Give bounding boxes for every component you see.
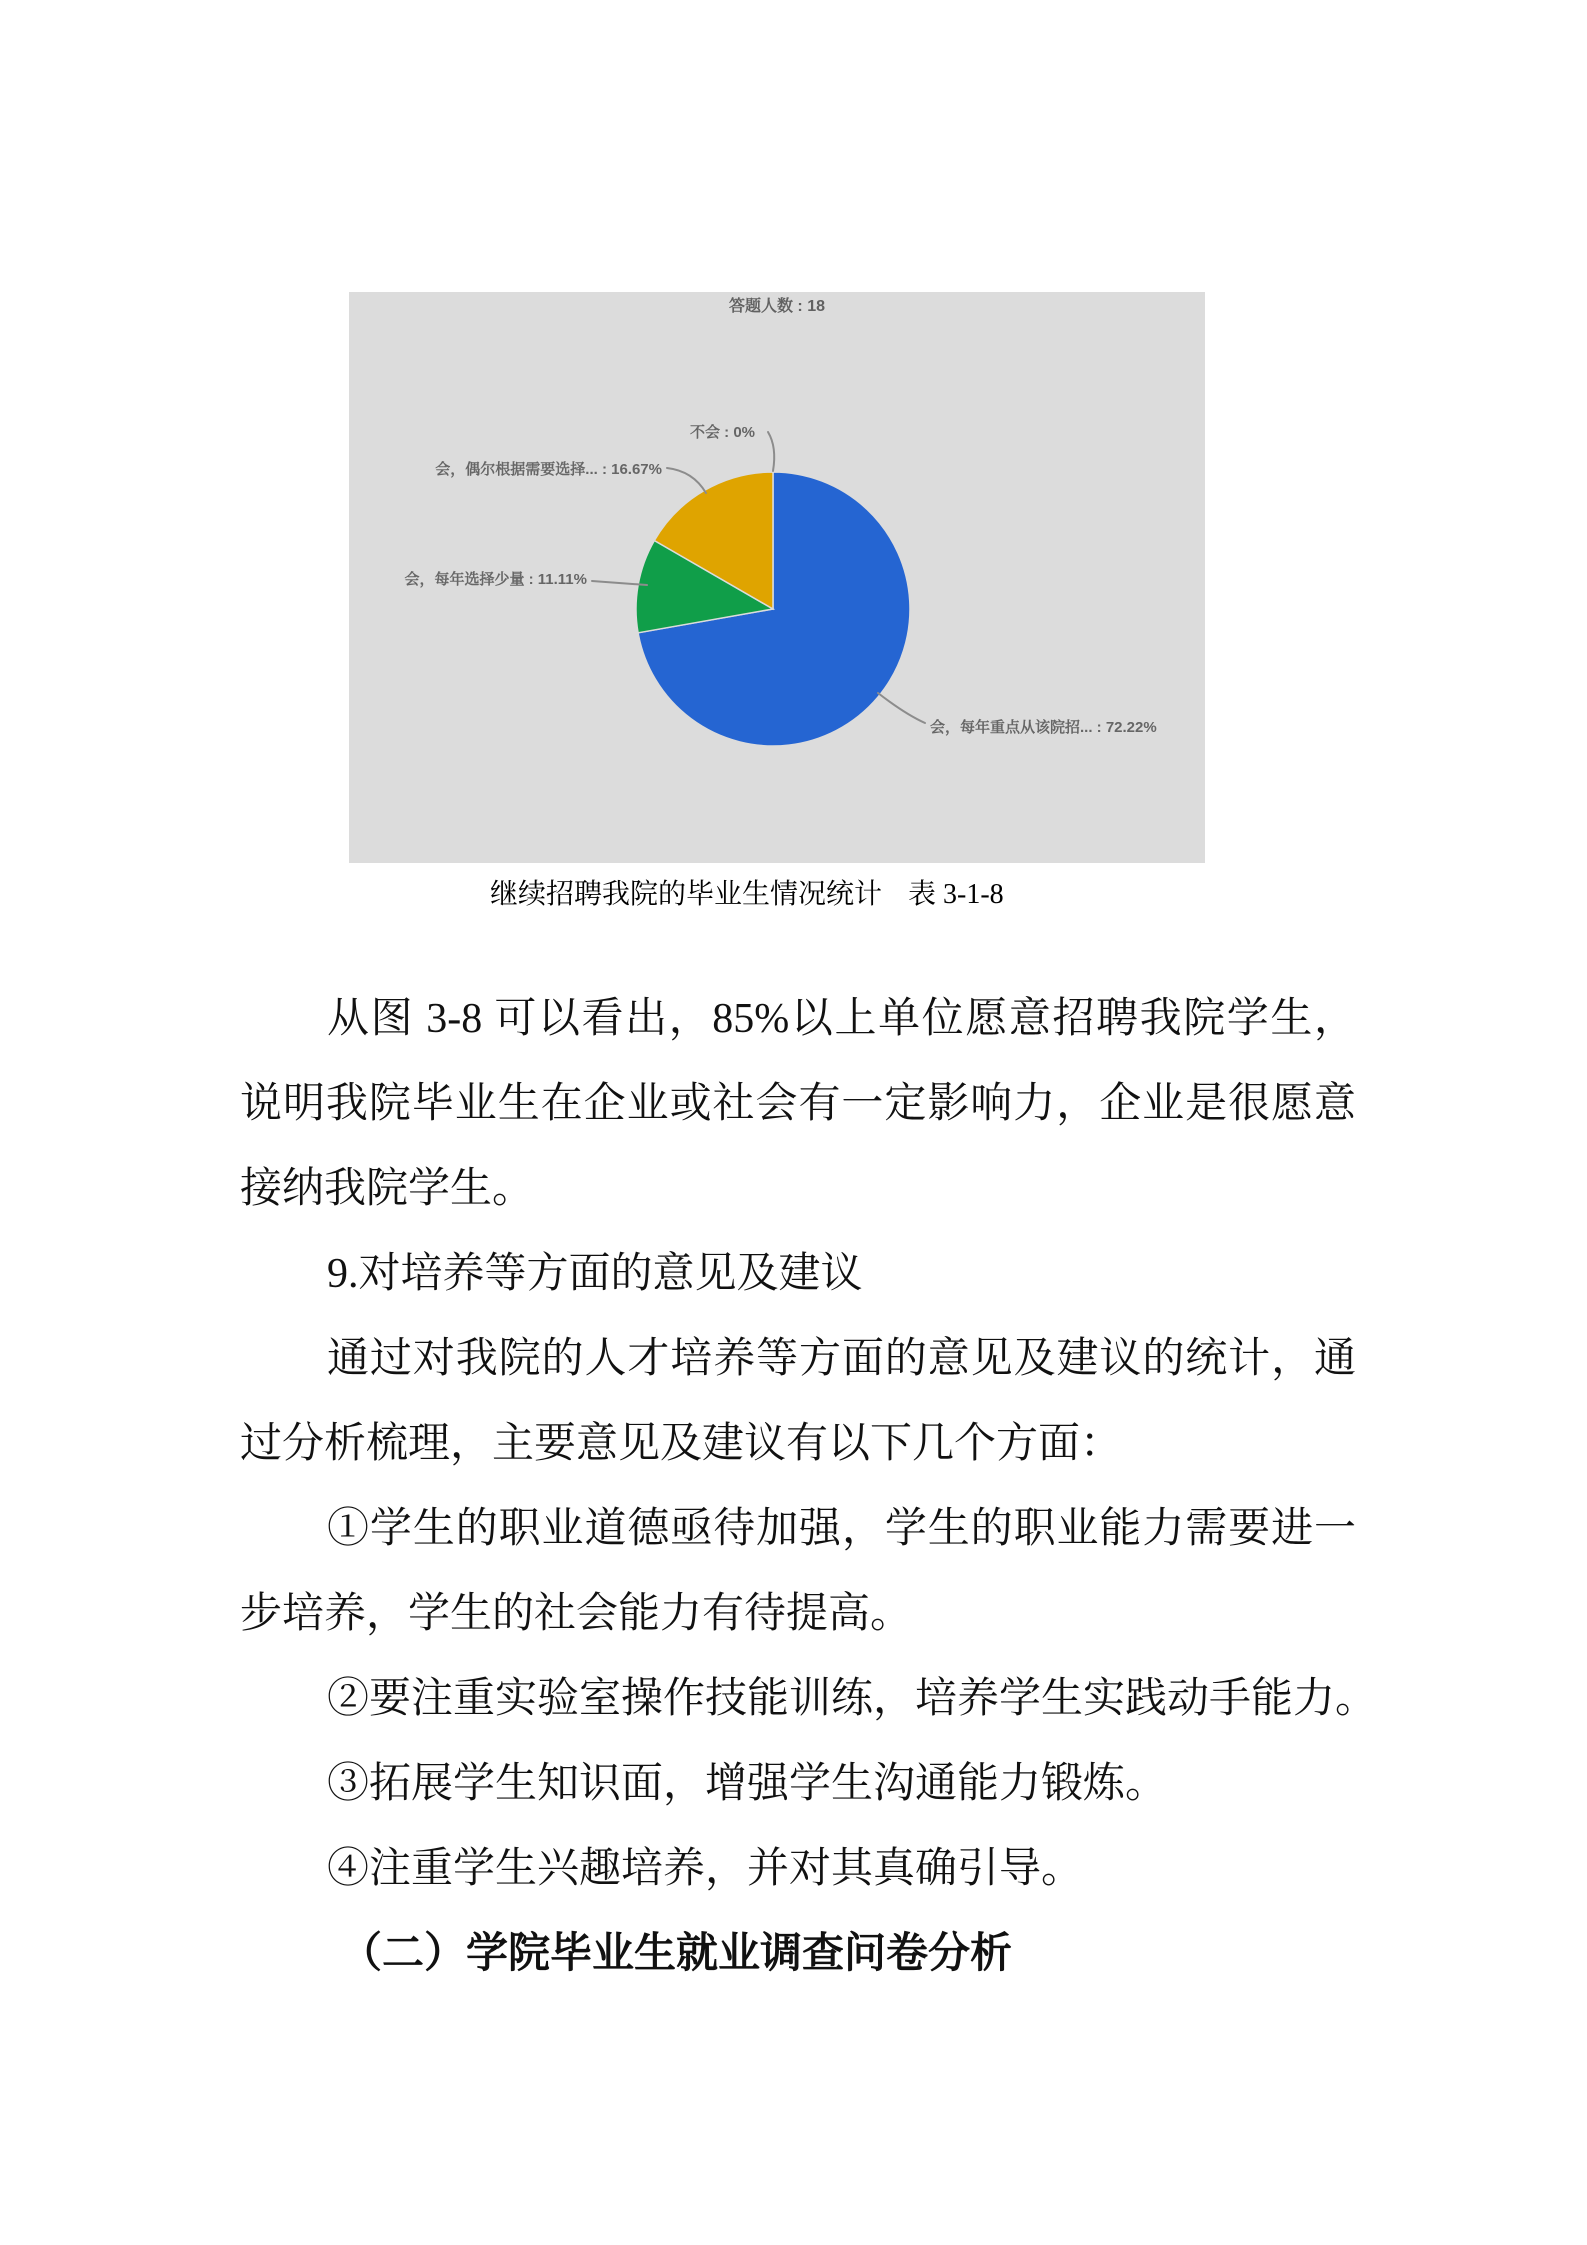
body-text [240,977,1378,1997]
pie-label-none: 不会 : 0% [689,424,755,441]
leader-line-occasional [667,468,706,493]
pie-slices [636,472,910,746]
heading-item-9: 9.对培养等方面的意见及建议 [327,1251,863,1297]
text-line: 从图 3-8 可以看出，85%以上单位愿意招聘我院学生， [327,996,1356,1042]
leader-line-major [878,693,925,723]
pie-label-occasional: 会，偶尔根据需要选择... : 16.67% [435,461,662,478]
text-line: 说明我院毕业生在企业或社会有一定影响力，企业是很愿意 [240,1081,1356,1127]
caption-table-ref: 表 3-1-8 [908,879,1004,910]
chart-panel [349,292,1205,863]
text-line: ③拓展学生知识面，增强学生沟通能力锻炼。 [327,1761,1168,1807]
text-line: ④注重学生兴趣培养，并对其真确引导。 [327,1846,1084,1892]
text-line: ①学生的职业道德亟待加强，学生的职业能力需要进一 [327,1506,1356,1552]
pie-label-few: 会，每年选择少量 : 11.11% [404,571,587,588]
chart-respondents-label: 答题人数 : 18 [728,298,826,315]
text-line: 通过对我院的人才培养等方面的意见及建议的统计，通 [327,1336,1356,1382]
text-line: 步培养，学生的社会能力有待提高。 [240,1591,913,1637]
text-line: 过分析梳理，主要意见及建议有以下几个方面： [240,1421,1123,1467]
text-line: ②要注重实验室操作技能训练，培养学生实践动手能力。 [327,1676,1378,1722]
text-line: 接纳我院学生。 [240,1166,535,1212]
leader-line-none [768,432,774,471]
heading-section-2: （二）学院毕业生就业调查问卷分析 [340,1931,1013,1977]
caption-text: 继续招聘我院的毕业生情况统计 [490,879,883,910]
chart-caption [490,872,1004,912]
pie-label-major: 会，每年重点从该院招... : 72.22% [930,719,1157,736]
